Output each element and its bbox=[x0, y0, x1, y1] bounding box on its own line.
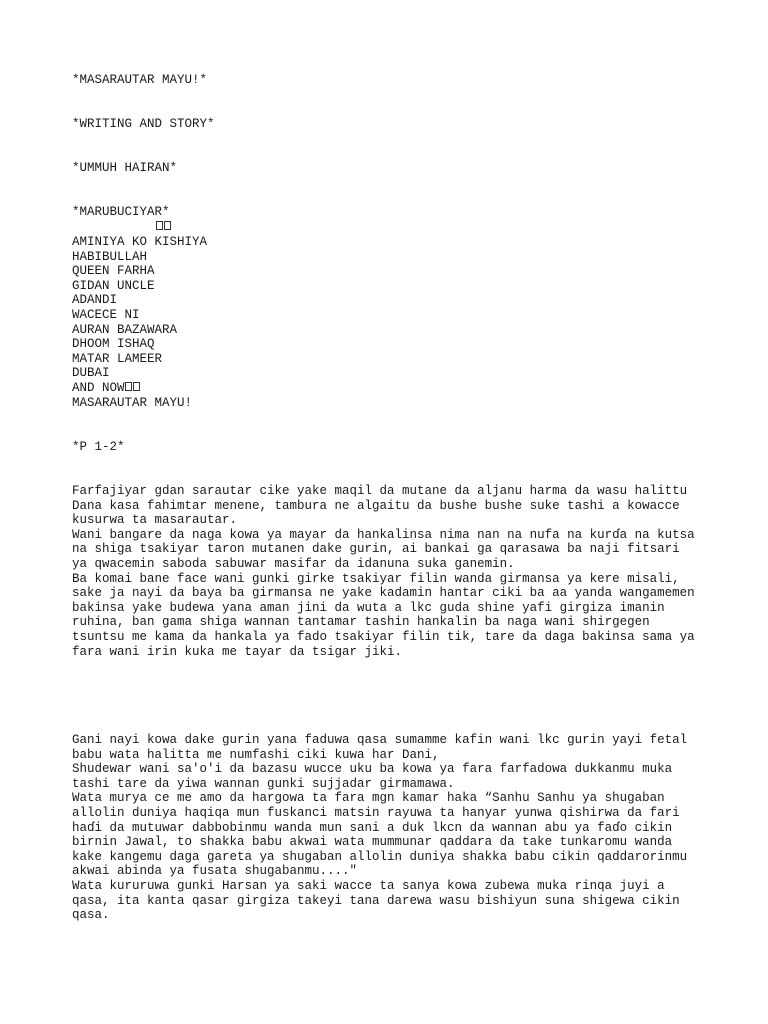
work-item: ADANDI bbox=[72, 293, 118, 308]
credits-heading: *MARUBUCIYAR* bbox=[72, 205, 170, 219]
work-item: MATAR LAMEER bbox=[72, 351, 163, 366]
paragraph-1: Farfajiyar gdan sarautar cike yake maqil da mutane da aljanu harma da wasu halittu Dana kasa fahimtar menene, tambura ne algaitu da bushe bushe suke tashi a kowacce kusurwa ta masarautar. Wani bangare da naga kowa ya mayar da hankalinsa nima nan na nufa na kurɗa na kutsa na shiga tsakiyar taron mutanen dake gurin, ai bankai ga qarasawa ba naji fitsari ya qwacemin saboda sabuwar masifar da idanuna suka ganemin. Ba komai bane face wani gunki girke tsakiyar filin wanda girmansa ya kere misali, sake ja nayi da baya ba girmansa ne yake kadamin hantar ciki ba aa yanda wangamemen bakinsa yake budewa yana aman jini da wuta a lkc guda shine yafi girgiza imanin ruhina, ban gama shiga wannan tantamar tashin hankalin ba naga wani shirgegen tsuntsu me kama da hankala ya fado tsakiyar filin tik, tare da daga bakinsa sama ya fara wani irin kuka me tayar da tsigar jiki. bbox=[72, 484, 695, 659]
work-item: DUBAI bbox=[72, 366, 110, 381]
work-item: AMINIYA KO KISHIYA bbox=[72, 235, 208, 249]
writing-line: *WRITING AND STORY* bbox=[72, 117, 215, 131]
page-marker: *P 1-2* bbox=[72, 440, 125, 454]
story-title: *MASARAUTAR MAYU!* bbox=[72, 73, 208, 87]
work-item: AND NOW bbox=[72, 381, 125, 395]
author-name: *UMMUH HAIRAN* bbox=[72, 161, 178, 175]
work-item: WACECE NI bbox=[72, 308, 140, 322]
work-item: AURAN BAZAWARA bbox=[72, 322, 178, 337]
work-item: GIDAN UNCLE bbox=[72, 278, 155, 293]
work-item: HABIBULLAH bbox=[72, 249, 148, 264]
work-item: QUEEN FARHA bbox=[72, 264, 155, 279]
box-glyph-icon bbox=[125, 381, 141, 395]
paragraph-2: Gani nayi kowa dake gurin yana faduwa qasa sumamme kafin wani lkc gurin yayi fetal babu wata halitta me numfashi ciki kuwa har Dani, Shudewar wani sa'o'i da bazasu wucce uku ba kowa ya fara farfadowa dukkanmu muka tashi tare da yiwa wannan gunki sujjadar girmamawa. Wata murya ce me amo da hargowa ta fara mgn kamar haka “Sanhu Sanhu ya shugaban allolin duniya haqiqa mun fuskanci matsin rayuwa ta hanyar yunwa qishirwa da fari haɗi da mutuwar dabbobinmu wanda mun sani a duk lkcn da wannan abu ya faɗo cikin birnin Jawal, to shakka babu akwai wata mummunar qaddara da take tunkaromu wanda kake kangemu daga gareta ya shugaban allolin duniya shakka babu cikin qaddarorinmu akwai abinda ya fusata shugabanmu...." Wata kururuwa gunki Harsan ya saki wacce ta sanya kowa zubewa muka rinqa juyi a qasa, ita kanta qasar girgiza takeyi tana darewa wasu bishiyun suna shigewa cikin qasa. bbox=[72, 733, 688, 923]
work-item: MASARAUTAR MAYU! bbox=[72, 395, 193, 410]
work-item: DHOOM ISHAQ bbox=[72, 337, 155, 352]
box-glyph-icon bbox=[156, 220, 172, 235]
work-item-and-now bbox=[72, 381, 141, 396]
